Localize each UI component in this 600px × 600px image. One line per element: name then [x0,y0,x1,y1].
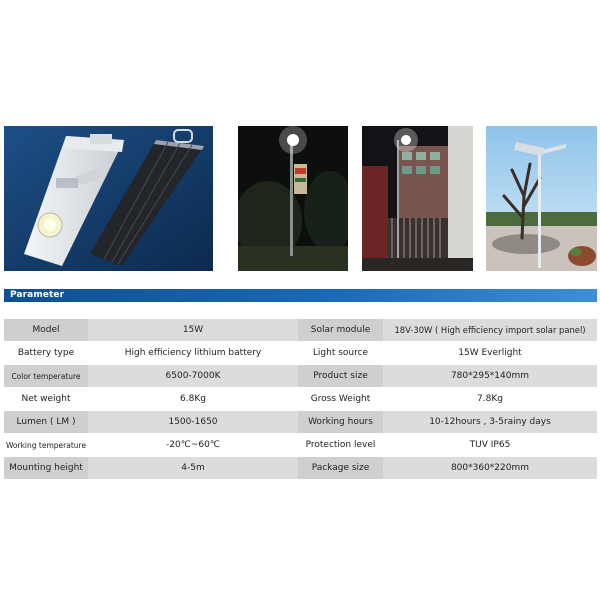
spec-value: 10-12hours , 3-5rainy days [383,410,597,433]
spec-label: Solar module [298,318,383,341]
spec-label: Lumen ( LM ) [4,410,88,433]
spec-value: 15W Everlight [383,341,597,364]
spec-value: 1500-1650 [88,410,298,433]
spec-value: 18V-30W ( High efficiency import solar panel) [383,318,597,341]
spec-value: High efficiency lithium battery [88,341,298,364]
night-install-photo [238,126,348,271]
spec-label: Mounting height [4,456,88,479]
lamp-product-photo [4,126,213,271]
spec-row-battery [4,341,597,364]
spec-label: Working temperature [4,433,88,456]
spec-value: TUV IP65 [383,433,597,456]
spec-label: Gross Weight [298,387,383,410]
spec-value: 6.8Kg [88,387,298,410]
spec-row-working-temperature [4,433,597,456]
spec-table [4,318,597,479]
parameter-title: Parameter [10,290,65,300]
building-install-photo [362,126,473,271]
spec-row-model [4,318,597,341]
spec-value: 780*295*140mm [383,364,597,387]
spec-label: Color temperature [4,364,88,387]
spec-label: Battery type [4,341,88,364]
spec-row-mounting-height [4,456,597,479]
plaza-install-photo [486,126,597,271]
spec-row-color-temperature [4,364,597,387]
spec-value: 6500-7000K [88,364,298,387]
spec-row-weight [4,387,597,410]
spec-label: Net weight [4,387,88,410]
spec-value: -20℃~60℃ [88,433,298,456]
spec-label: Working hours [298,410,383,433]
spec-row-lumen [4,410,597,433]
spec-label: Product size [298,364,383,387]
spec-value: 15W [88,318,298,341]
spec-label: Protection level [298,433,383,456]
spec-label: Light source [298,341,383,364]
spec-label: Package size [298,456,383,479]
spec-value: 800*360*220mm [383,456,597,479]
parameter-header [4,289,597,302]
spec-value: 7.8Kg [383,387,597,410]
spec-value: 4-5m [88,456,298,479]
spec-label: Model [4,318,88,341]
